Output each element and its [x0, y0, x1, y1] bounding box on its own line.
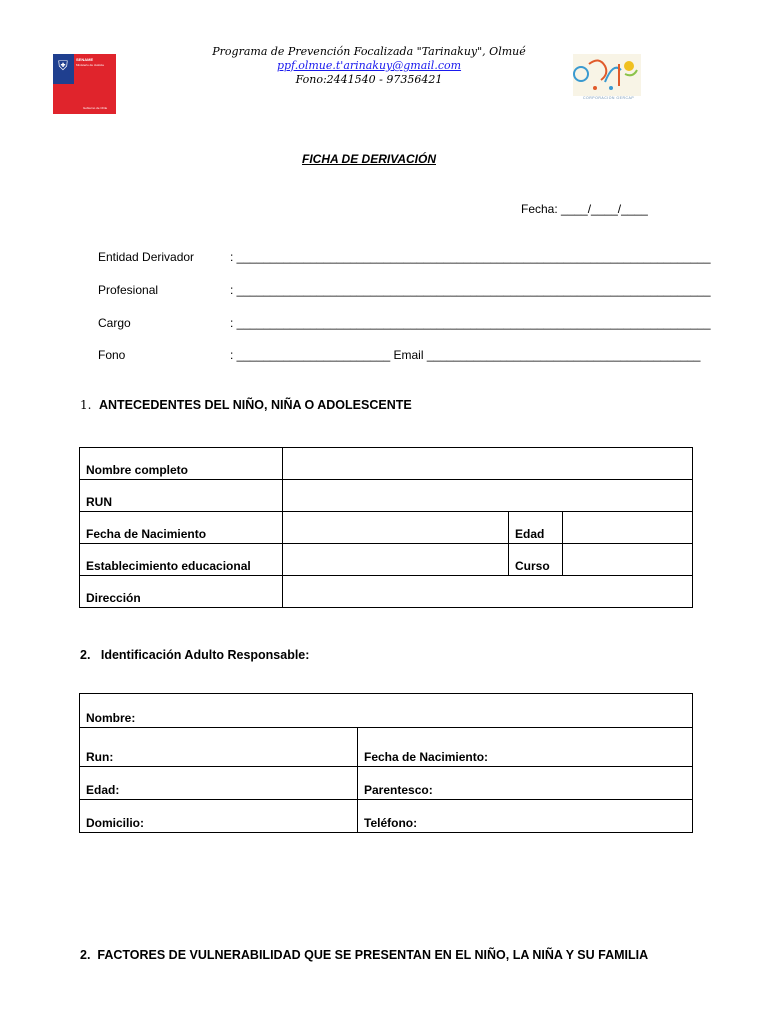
program-phone: Fono:2441540 - 97356421	[295, 73, 443, 86]
table-row	[80, 480, 693, 512]
row-label-direccion: Dirección	[80, 576, 283, 608]
table-row	[80, 800, 693, 833]
row-label-curso: Curso	[509, 544, 563, 576]
row-label-edad: Edad	[509, 512, 563, 544]
table-row	[80, 448, 693, 480]
cell-establecimiento[interactable]	[283, 544, 509, 576]
cell-adult-edad[interactable]: Edad:	[80, 767, 358, 800]
section3-heading: 2. FACTORES DE VULNERABILIDAD QUE SE PRESENTAN EN EL NIÑO, LA NIÑA Y SU FAMILIA	[80, 948, 649, 962]
field-label-entidad: Entidad Derivador	[98, 250, 195, 264]
cell-adult-parentesco[interactable]: Parentesco:	[358, 767, 693, 800]
cell-curso[interactable]	[563, 544, 693, 576]
cell-adult-nombre[interactable]: Nombre:	[80, 694, 693, 728]
sename-logo	[53, 54, 116, 114]
section2-heading: 2. Identificación Adulto Responsable:	[80, 648, 310, 662]
field-label-profesional: Profesional	[98, 283, 159, 297]
row-label-establecimiento: Establecimiento educacional	[80, 544, 283, 576]
program-email-wrap	[200, 59, 538, 72]
program-name: Programa de Prevención Focalizada "Tarinakuy", Olmué	[212, 45, 526, 58]
table-row	[80, 694, 693, 728]
table-row	[80, 728, 693, 767]
gercap-caption: CORPORACION GERCAP	[583, 96, 635, 100]
logo-text-ministry: Ministerio de Justicia	[76, 63, 104, 67]
field-line-cargo[interactable]: : _______________________________________________________________________	[230, 316, 711, 330]
cell-adult-telefono[interactable]: Teléfono:	[358, 800, 693, 833]
row-label-fecha-nacimiento: Fecha de Nacimiento	[80, 512, 283, 544]
cell-fecha-nacimiento[interactable]	[283, 512, 509, 544]
coat-of-arms-icon: ⛨	[58, 58, 68, 73]
section1-number: 1.	[80, 398, 92, 412]
cell-edad[interactable]	[563, 512, 693, 544]
field-label-fono: Fono	[98, 348, 126, 362]
cell-adult-domicilio[interactable]: Domicilio:	[80, 800, 358, 833]
fecha-field[interactable]: Fecha: ____/____/____	[521, 202, 648, 216]
cell-run[interactable]	[283, 480, 693, 512]
table-row	[80, 767, 693, 800]
table-row	[80, 576, 693, 608]
section1-heading	[80, 398, 412, 412]
program-email-link[interactable]: ppf.olmue.t'arinakuy@gmail.com	[276, 59, 462, 72]
field-line-entidad[interactable]: : _______________________________________________________________________	[230, 250, 711, 264]
section1-title: ANTECEDENTES DEL NIÑO, NIÑA O ADOLESCENTE	[98, 398, 412, 412]
gercap-logo	[571, 52, 645, 104]
adult-info-table	[79, 693, 693, 833]
cell-direccion[interactable]	[283, 576, 693, 608]
logo-text-government: Gobierno de Chile	[83, 106, 108, 110]
row-label-run: RUN	[80, 480, 283, 512]
cell-adult-run[interactable]: Run:	[80, 728, 358, 767]
table-row	[80, 544, 693, 576]
field-line-fono-email[interactable]: : _______________________ Email _________________________________________	[230, 348, 701, 362]
cell-adult-fecha-nacimiento[interactable]: Fecha de Nacimiento:	[358, 728, 693, 767]
cell-nombre[interactable]	[283, 448, 693, 480]
child-info-table	[79, 447, 693, 608]
field-line-profesional[interactable]: : _______________________________________________________________________	[230, 283, 711, 297]
table-row	[80, 512, 693, 544]
field-label-cargo: Cargo	[98, 316, 131, 330]
page-title: FICHA DE DERIVACIÓN	[301, 152, 436, 166]
row-label-nombre: Nombre completo	[80, 448, 283, 480]
logo-text-sename: SENAME	[76, 57, 94, 62]
